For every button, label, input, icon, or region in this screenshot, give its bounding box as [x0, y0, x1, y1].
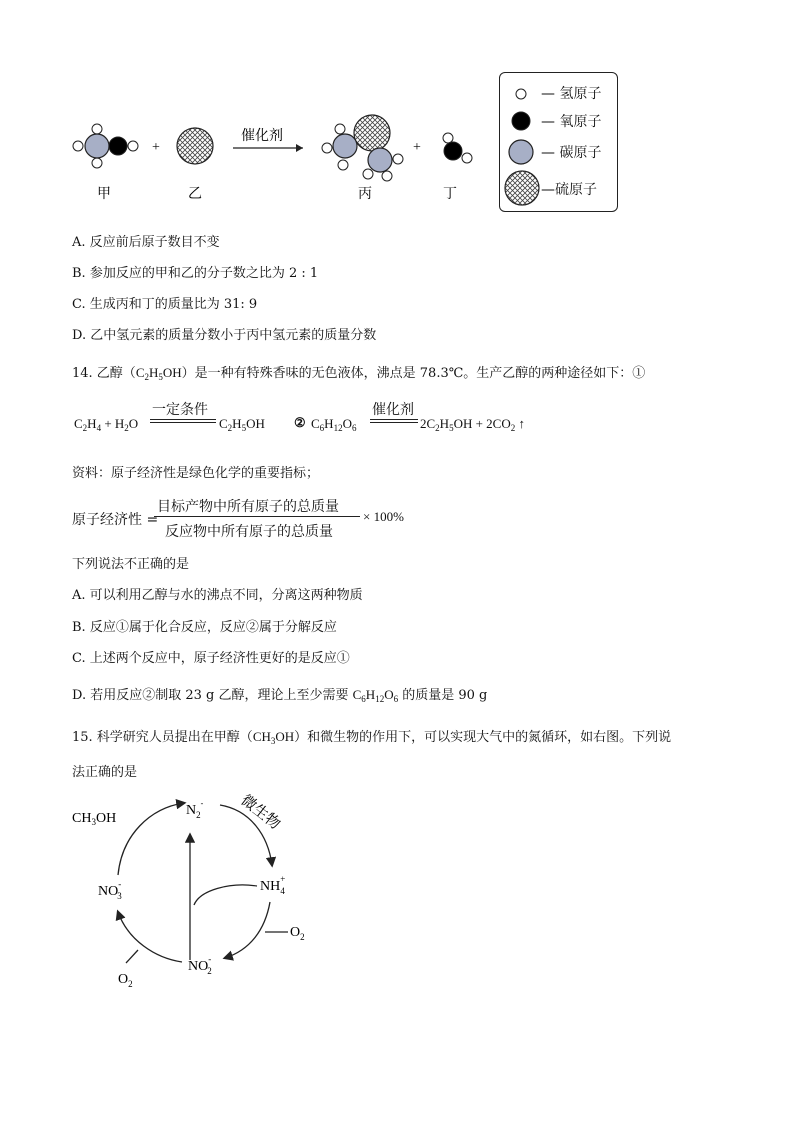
q14-option-b: B. 反应①属于化合反应，反应②属于分解反应	[72, 620, 337, 635]
oxygen-atom-icon	[512, 112, 530, 130]
arrow-no2-to-no3	[118, 912, 182, 962]
label-o2-right: $O_2$	[290, 925, 305, 942]
legend-oxygen-label: — 氧原子	[541, 114, 602, 130]
equation-1-reactants: $C_2H_4 + H_2O$	[74, 416, 139, 433]
formula-denominator: 反应物中所有原子的总质量	[165, 524, 333, 540]
catalyst-label: 催化剂	[241, 128, 283, 144]
methanol-formula: $CH_3OH$	[252, 729, 295, 746]
formula-numerator: 目标产物中所有原子的总质量	[157, 499, 339, 515]
carbon-atom-icon	[509, 140, 533, 164]
equation-2-equals	[370, 419, 418, 423]
formula-fraction-bar	[154, 516, 360, 517]
q15-stem-post: ）和微生物的作用下，可以实现大气中的氮循环，如右图。下列说	[294, 730, 672, 745]
branch-nh4-to-center	[194, 885, 257, 905]
legend-sulfur-label: —硫原子	[541, 182, 597, 198]
equation-2-reactant: $C_6H_{12}O_6$	[311, 416, 357, 433]
molecule-ding	[443, 133, 472, 163]
q14-stem	[72, 364, 645, 386]
o2-line-left	[126, 950, 138, 963]
q15-stem-line2: 法正确的是	[72, 765, 138, 780]
plus-sign-1: +	[152, 140, 160, 155]
arrow-nh4-to-no2	[225, 902, 270, 958]
glucose-formula: $C_6H_{12}O_6$	[352, 687, 399, 704]
reaction-arrow	[233, 144, 303, 152]
ethanol-formula: $C_2H_5OH$	[135, 365, 182, 382]
molecule-yi	[177, 128, 213, 164]
sulfur-atom-icon	[505, 171, 539, 205]
legend-hydrogen-label: — 氢原子	[541, 86, 602, 102]
atom-legend	[499, 72, 618, 212]
formula-lhs: 原子经济性 =	[72, 512, 159, 528]
molecule-bing	[322, 115, 403, 181]
q13-option-b: B. 参加反应的甲和乙的分子数之比为 2 : 1	[72, 266, 319, 281]
equation-1-condition: 一定条件	[152, 402, 208, 418]
label-no3: NO-3	[98, 879, 122, 901]
q14-option-d-post: 的质量是 90 g	[398, 688, 488, 703]
hydrogen-atom-icon	[516, 89, 526, 99]
q14-option-d	[72, 686, 487, 708]
q15-stem-line1	[72, 728, 671, 750]
label-yi: 乙	[188, 186, 202, 202]
equation-1-equals	[150, 419, 216, 423]
equation-2-marker: ②	[294, 416, 306, 431]
microbe-label: 微生物	[237, 790, 285, 833]
molecule-jia	[73, 124, 138, 168]
equation-1-product: $C_2H_5OH$	[219, 416, 265, 433]
q14-info: 资料：原子经济性是绿色化学的重要指标；	[72, 466, 320, 481]
label-no2: NO-2	[188, 954, 212, 976]
label-ch3oh: $CH_3OH$	[72, 811, 117, 827]
label-o2-left: $O_2$	[118, 972, 133, 989]
label-ding: 丁	[443, 186, 457, 202]
q14-stem-post: ）是一种有特殊香味的无色液体，沸点是 78.3℃。生产乙醇的两种途径如下：①	[181, 366, 646, 381]
q14-option-a: A. 可以利用乙醇与水的沸点不同，分离这两种物质	[72, 588, 363, 603]
equation-2-condition: 催化剂	[372, 402, 414, 418]
q13-option-c: C. 生成丙和丁的质量比为 31: 9	[72, 297, 258, 312]
q13-option-d: D. 乙中氢元素的质量分数小于丙中氢元素的质量分数	[72, 328, 377, 343]
label-jia: 甲	[97, 186, 111, 202]
nitrogen-cycle-diagram	[60, 790, 350, 1000]
q14-option-c: C. 上述两个反应中，原子经济性更好的是反应①	[72, 651, 350, 666]
q13-option-a: A. 反应前后原子数目不变	[72, 235, 220, 250]
legend-carbon-label: — 碳原子	[541, 145, 602, 161]
equation-2-products: $2C_2H_5OH + 2CO_2$ ↑	[420, 416, 525, 433]
q15-stem-pre: 15. 科学研究人员提出在甲醇（	[72, 730, 253, 745]
q14-question: 下列说法不正确的是	[72, 557, 190, 572]
plus-sign-2: +	[413, 140, 421, 155]
label-n2: $N_2^-$	[186, 799, 204, 820]
label-bing: 丙	[358, 186, 372, 202]
q14-option-d-pre: D. 若用反应②制取 23 g 乙醇，理论上至少需要	[72, 688, 353, 703]
formula-tail: × 100%	[363, 509, 404, 524]
q14-stem-pre: 14. 乙醇（	[72, 366, 136, 381]
reaction-diagram	[0, 0, 794, 230]
label-nh4: NH+ 4	[260, 874, 286, 896]
arrow-no3-to-n2	[118, 803, 184, 875]
